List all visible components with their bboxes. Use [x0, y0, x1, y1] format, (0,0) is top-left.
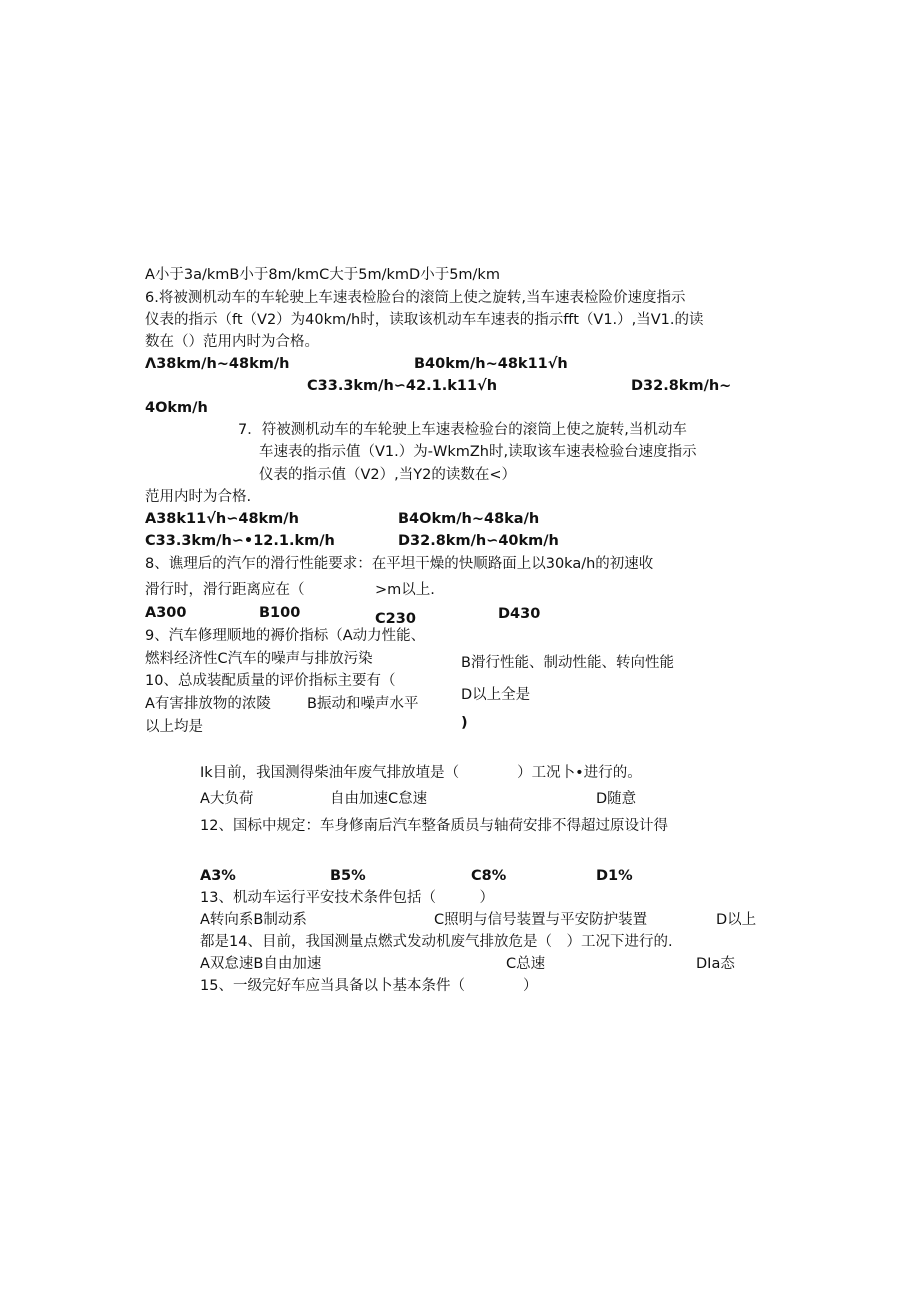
- q14-option-d: DIa态: [696, 956, 735, 972]
- q12-option-c: C8%: [471, 868, 507, 884]
- q6-option-b: B40km/h~48k11√h: [414, 356, 568, 372]
- q6-stem-line1: 6.将被测机动车的车轮驶上车速表检脸台的滚筒上使之旋转,当车速表检险价速度指示: [145, 290, 686, 306]
- q6-stem-line2: 仪表的指示（ft（V2）为40km/h时，读取该机动车车速表的指示fft（V1.）,当V1.的读: [145, 312, 704, 328]
- q9-stem-line2: 燃料经济性C汽车的噪声与排放污染: [145, 651, 373, 667]
- q6-option-c: C33.3km/h∽42.1.k11√h: [307, 378, 498, 394]
- q11-stem: Ik目前，我国测得柴油年废气排放埴是（ ）工况卜•进行的。: [200, 765, 642, 781]
- q10-option-cont: 以上均是: [145, 719, 203, 735]
- q11-option-d: D随意: [596, 791, 637, 807]
- q6-option-d-cont: 4Okm/h: [145, 400, 208, 416]
- q13-option-d: D以上: [716, 912, 757, 928]
- q10-stem: 10、总成装配质量的评价指标主要有（: [145, 673, 396, 689]
- q7-stem-line1: 7．符被测机动车的车轮驶上车速表检验台的滚筒上使之旋转,当机动车: [238, 422, 687, 438]
- q7-option-d: D32.8km/h∽40km/h: [398, 533, 559, 549]
- q8-option-c: C230: [375, 611, 416, 627]
- q8-option-d: D430: [498, 606, 541, 622]
- q13-option-ab: A转向系B制动系: [200, 912, 307, 928]
- q7-stem-line2: 车速表的指示值（V1.）为-WkmZh时,读取该车速表检验台速度指示: [259, 444, 697, 460]
- q13-option-c: C照明与信号装置与平安防护装置: [434, 912, 648, 928]
- q12-option-a: A3%: [200, 868, 236, 884]
- q7-option-b: B4Okm/h~48ka/h: [398, 511, 540, 527]
- q7-stem-line3: 仪表的指示值（V2）,当Y2的读数在<）: [259, 467, 516, 483]
- q5-options: A小于3a/kmB小于8m/kmC大于5m/kmD小于5m/km: [145, 267, 500, 283]
- q10-paren: ): [461, 715, 468, 731]
- q12-option-d: D1%: [596, 868, 633, 884]
- q10-option-d: D以上全是: [461, 687, 531, 703]
- q14-stem: 都是14、目前，我国测量点燃式发动机废气排放危是（ ）工况下进行的.: [200, 934, 673, 950]
- q15-stem: 15、一级完好车应当具备以卜基本条件（ ）: [200, 978, 538, 994]
- q12-option-b: B5%: [330, 868, 366, 884]
- q8-option-a: A300: [145, 605, 187, 621]
- q6-option-a: Λ38km/h~48km/h: [145, 356, 290, 372]
- q11-option-a: A大负荷: [200, 791, 254, 807]
- q8-stem-line1: 8、谯理后的汽乍的滑行性能要求：在平坦干燥的快顺路面上以30ka/h的初速收: [145, 556, 654, 572]
- q8-stem-line2: 滑行时，滑行距离应在（: [145, 582, 305, 598]
- q8-stem-line2-end: >m以上.: [375, 582, 435, 598]
- q9-stem-line1: 9、汽车修理顺地的褥价指标（A动力性能、: [145, 628, 426, 644]
- q9-option-b: B滑行性能、制动性能、转向性能: [461, 655, 674, 671]
- q6-stem-line3: 数在（）范用内时为合格。: [145, 334, 319, 350]
- q7-option-a: A38k11√h∽48km/h: [145, 511, 299, 527]
- q6-option-d: D32.8km/h~: [631, 378, 732, 394]
- q14-option-ab: A双怠速B自由加速: [200, 956, 322, 972]
- q12-stem: 12、国标中规定：车身修南后汽车整备质员与轴荷安排不得超过原设计得: [200, 818, 668, 834]
- q10-option-b: B振动和噪声水平: [307, 696, 419, 712]
- q11-option-bc: 自由加速C怠速: [330, 791, 428, 807]
- q13-stem: 13、机动车运行平安技术条件包括（ ）: [200, 890, 494, 906]
- q7-option-c: C33.3km/h∽•12.1.km/h: [145, 533, 335, 549]
- q8-option-b: B100: [259, 605, 301, 621]
- q14-option-c: C总速: [506, 956, 546, 972]
- q7-stem-line4: 范用内时为合格.: [145, 489, 252, 505]
- q10-option-a: A有害排放物的浓陵: [145, 696, 271, 712]
